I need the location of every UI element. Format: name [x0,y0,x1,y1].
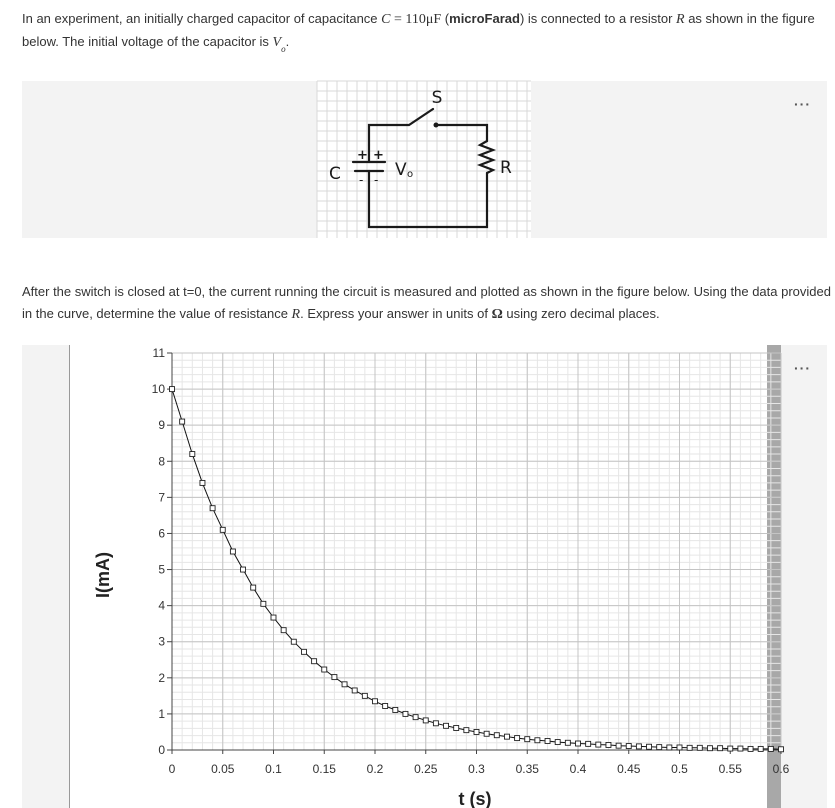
p1-end: . [285,34,290,49]
plot-left-frame [69,345,70,808]
cap-plus-right: + [373,148,384,163]
y-tick-label: 2 [158,670,165,685]
data-point [281,628,286,633]
data-point [251,585,256,590]
ohm-symbol: Ω [491,307,503,322]
y-tick-label: 5 [158,562,165,577]
y-axis-label: I(mA) [93,552,113,598]
data-point [555,740,560,745]
current-plot [69,345,790,808]
data-point [768,746,773,751]
data-point [718,746,723,751]
current-plot-figure [22,345,827,808]
more-icon[interactable]: ··· [794,96,811,112]
x-tick-label: 0.3 [468,762,485,776]
resistance-symbol: R [291,307,301,322]
data-point [444,723,449,728]
data-point [576,741,581,746]
capacitance-symbol: C [381,12,391,27]
resistor-label: R [500,158,512,178]
data-point [373,699,378,704]
voltage-subscript: o [281,44,286,54]
x-tick-label: 0.55 [718,762,742,776]
data-point [332,675,337,680]
data-point [647,744,652,749]
x-tick-label: 0.1 [265,762,282,776]
data-point [362,693,367,698]
capacitance-equals: = 110 [390,12,426,27]
data-point [565,740,570,745]
data-point [728,746,733,751]
p1-text-d: as shown in the figure below. The initial voltage of the capacitor is [22,11,815,49]
data-point [230,549,235,554]
y-tick-label: 6 [158,526,165,541]
y-tick-label: 7 [158,490,165,505]
data-point [352,688,357,693]
data-point [413,715,418,720]
y-tick-label: 4 [158,598,165,613]
data-point [474,729,479,734]
data-point [748,746,753,751]
problem-paragraph-2 [22,281,834,326]
data-point [423,718,428,723]
data-point [200,480,205,485]
circuit-diagram [317,81,531,238]
data-point [586,741,591,746]
y-tick-label: 11 [152,346,165,360]
more-icon-plot[interactable]: ··· [794,360,811,376]
data-point [170,387,175,392]
data-point [535,738,540,743]
data-point [677,745,682,750]
data-point [667,745,672,750]
y-tick-label: 10 [151,382,165,397]
microfarad-bold: microFarad [449,11,520,26]
cap-plus-left: + [357,148,368,163]
x-tick-label: 0.05 [211,762,235,776]
data-point [220,527,225,532]
data-point [433,721,438,726]
voltage-label: V [395,160,407,180]
data-point [758,746,763,751]
p1-text-c: ) is connected to a resistor [519,11,677,26]
y-tick-label: 3 [158,634,165,649]
data-point [180,419,185,424]
data-point [464,728,469,733]
data-point [707,746,712,751]
data-point [342,682,347,687]
data-point [210,506,215,511]
data-point [636,744,641,749]
x-tick-label: 0.6 [772,762,790,776]
p2-text-a: After the switch is closed at t=0, the current running the circuit is measured and plotted as shown in the figure below. Using the data provided in the curve, determine the value of resistance [22,284,831,321]
x-tick-label: 0.15 [312,762,336,776]
data-point [454,725,459,730]
data-point [261,601,266,606]
data-point [738,746,743,751]
data-point [291,639,296,644]
data-point [515,736,520,741]
circuit-figure [22,81,827,238]
data-point [190,452,195,457]
data-point [504,734,509,739]
switch-contact [434,123,439,128]
p1-text-a: In an experiment, an initially charged capacitor of capacitance [22,11,382,26]
data-point [271,615,276,620]
data-point [657,745,662,750]
x-tick-label: 0.2 [366,762,384,776]
data-point [687,745,692,750]
cap-minus-right: - [374,173,379,187]
x-tick-label: 0.35 [515,762,539,776]
x-tick-label: 0 [168,762,176,776]
switch-label: S [431,88,443,108]
data-point [494,733,499,738]
x-tick-label: 0.5 [671,762,688,776]
data-point [606,742,611,747]
p1-text-b: ( [441,11,450,26]
data-point [301,649,306,654]
circuit-grid-background [317,81,531,238]
data-point [596,742,601,747]
data-point [616,743,621,748]
capacitance-unit: μF [425,12,442,27]
voltage-symbol: V [272,35,282,50]
cap-minus-left: - [359,173,364,187]
y-tick-label: 1 [158,706,165,721]
y-tick-label: 8 [158,454,165,469]
data-point [241,567,246,572]
data-point [383,703,388,708]
x-axis-label: t (s) [458,789,492,808]
data-point [525,737,530,742]
data-point [403,711,408,716]
p2-text-b: . Express your answer in units of [300,306,492,321]
p2-text-c: using zero decimal places. [502,306,660,321]
data-point [779,747,784,752]
data-point [484,731,489,736]
problem-paragraph-1 [22,8,832,54]
data-point [393,707,398,712]
cap-label: C [329,164,341,184]
x-tick-label: 0.4 [569,762,587,776]
data-point [697,745,702,750]
y-tick-label: 0 [158,743,165,757]
x-tick-label: 0.25 [414,762,438,776]
data-point [545,738,550,743]
y-tick-label: 9 [158,418,165,433]
resistor-symbol: R [676,12,685,27]
data-point [626,744,631,749]
data-point [322,667,327,672]
x-tick-label: 0.45 [617,762,641,776]
voltage-label-sub: o [407,169,414,180]
data-point [312,659,317,664]
